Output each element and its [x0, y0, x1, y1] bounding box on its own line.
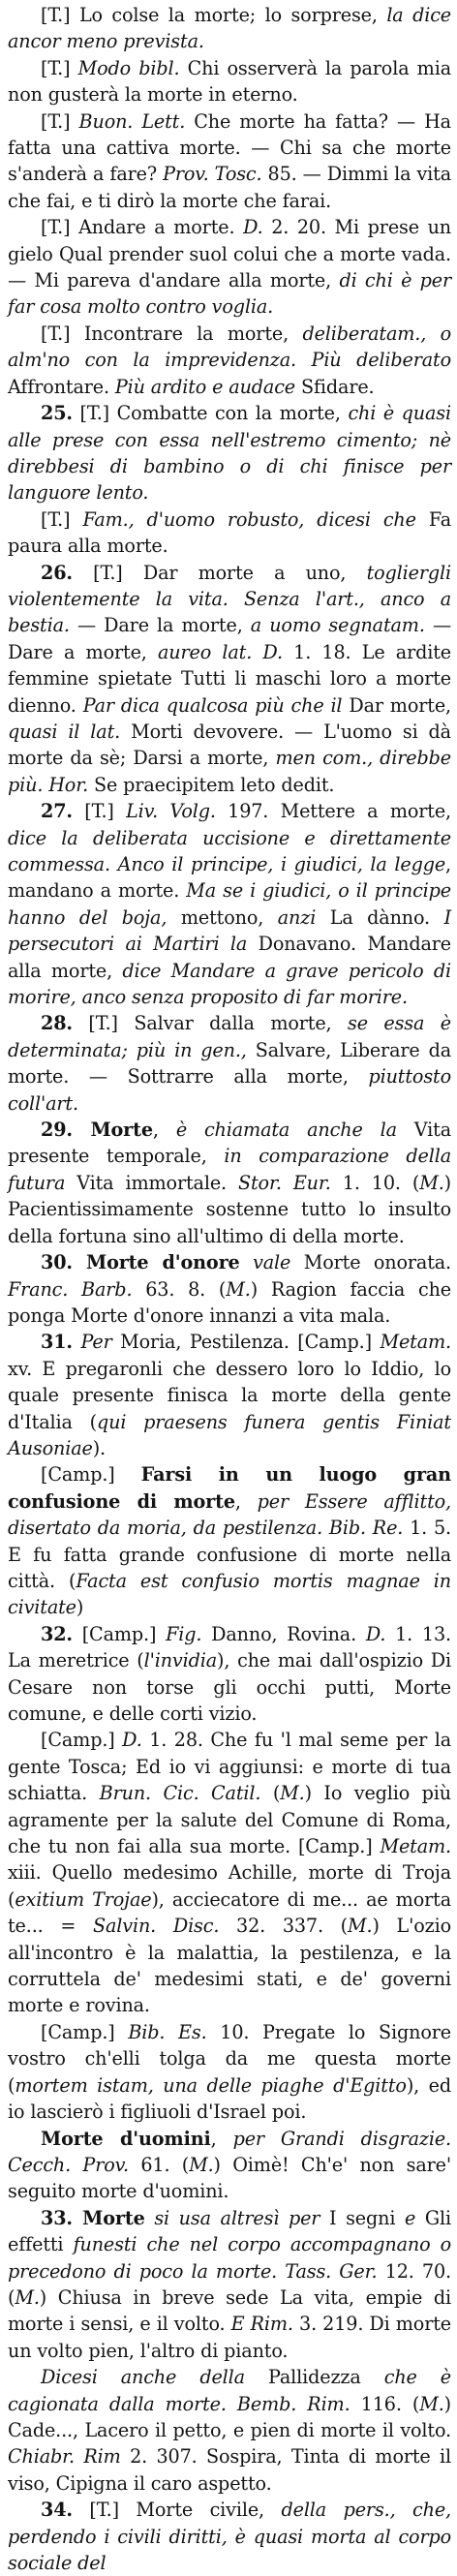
text-segment: 26. [41, 561, 73, 584]
text-segment: si usa altresì per [144, 2206, 320, 2229]
text-segment: E Rim. [230, 2313, 293, 2336]
text-segment: T. [95, 1012, 111, 1035]
text-segment: 33. Morte [41, 2206, 145, 2229]
text-segment: [Camp.] [41, 1463, 141, 1487]
text-segment: Metam. [380, 1331, 451, 1354]
text-segment: Pallidezza [244, 2366, 384, 2389]
text-segment: Dar morte, [342, 693, 451, 717]
text-segment: ] Morte civile, [111, 2499, 282, 2522]
text-segment: Metam. [380, 1835, 451, 1858]
dictionary-paragraph [8, 2, 451, 55]
text-segment: 61. ( [128, 2153, 190, 2176]
dictionary-paragraph [8, 1117, 451, 1249]
text-segment: 1. 13. La meretrice ( [8, 1622, 451, 1672]
text-segment: dice Mandare a grave pericolo di morire, anco senza proposito di far morire. [8, 959, 451, 1009]
text-segment: M. [348, 1915, 373, 1938]
text-segment: 10. Pregate lo Signore vostro ch'elli tolga da me questa morte ( [8, 2020, 451, 2097]
text-segment: xv. E pregaronli che dessero loro lo Iddio, lo quale presente finisca la morte della gente d'Italia ( [8, 1357, 451, 1433]
text-segment: Vita presente temporale, [8, 1119, 451, 1168]
text-segment: ] [107, 800, 127, 823]
dictionary-paragraph [8, 798, 451, 1010]
text-segment: [ [41, 322, 48, 345]
text-segment: ] Dar morte a uno, [115, 561, 367, 584]
text-segment: M. [226, 1277, 251, 1301]
text-segment: ) Oimè! Ch'e' non sare' seguito morte d'uomini. [8, 2153, 451, 2203]
text-segment: ) L'ozio all'incontro è la malattia, la pestilenza, e la corruttela de' medesimi stati, e de' governi morte e rovina. [8, 1915, 451, 2017]
text-segment: 1. 18. Le ardite femmine spietate Tutti li maschi loro a morte dienno. [8, 640, 451, 717]
text-segment: Gli effetti [8, 2206, 452, 2256]
text-segment: ] [63, 109, 79, 133]
text-segment: ] Lo colse la morte; lo sorprese, [63, 4, 387, 26]
text-segment: 2. 307. Sospira, Tinta di morte il viso, Cipigna il caro aspetto. [8, 2445, 451, 2495]
text-segment: [ [72, 800, 92, 823]
text-segment: , [234, 1489, 258, 1513]
dictionary-paragraph [8, 108, 451, 215]
text-segment: 3. 219. Di morte un volto pien, l'altro di pianto. [8, 2313, 451, 2362]
text-segment: l'invidia [143, 1649, 218, 1672]
text-segment: 29. Morte [41, 1119, 153, 1142]
text-segment: 32. [41, 1622, 73, 1645]
text-segment: di chi è per far cosa molto contro voglia. [8, 269, 452, 319]
dictionary-paragraph [8, 2205, 451, 2364]
text-segment: [Camp.] [41, 1729, 123, 1752]
text-segment: mettono, [167, 905, 278, 929]
text-segment: piuttosto coll'art. [8, 1065, 451, 1115]
text-segment: ), ed io lascierò i figliuoli d'Israel poi. [8, 2073, 451, 2124]
text-segment: Morte onorata. [290, 1251, 451, 1274]
text-segment: Fa paura alla morte. [8, 507, 451, 558]
text-segment: ] Salvar dalla morte, [110, 1012, 348, 1035]
text-segment: T. [47, 507, 64, 531]
text-segment: Bib. Es. [128, 2020, 207, 2043]
text-segment: D. [365, 1622, 386, 1645]
text-segment: Chi osserverà la parola mia non gusterà la morte in eterno. [8, 56, 451, 107]
text-segment: ), acciecatore di me... ae morta te... = [8, 1887, 451, 1938]
text-segment: Danno, Rovina. [201, 1622, 366, 1645]
text-segment: della pers., che, perdendo i civili diritti, è quasi morta al corpo sociale del [8, 2499, 451, 2574]
text-segment: deliberatam., o alm'no con la imprevidenza. Più deliberato [8, 322, 451, 372]
text-segment: chi è quasi alle prese con essa nell'estremo cimento; nè direbbesi di bambino o di chi finisce per languore lento. [8, 402, 451, 505]
text-segment: [ [41, 56, 48, 79]
dictionary-paragraph [8, 1249, 451, 1329]
dictionary-paragraph [8, 2497, 451, 2576]
text-segment: Par dica qualcosa più che il [82, 693, 343, 717]
text-segment: T. [100, 561, 116, 584]
text-segment: M. [15, 2285, 40, 2309]
text-segment: — Dare la morte, [69, 614, 251, 637]
text-segment: ] Incontrare la morte, [63, 322, 303, 345]
text-segment: I segni [320, 2206, 405, 2229]
dictionary-paragraph [8, 214, 451, 321]
text-segment: ] [63, 56, 78, 79]
text-segment: Franc. Barb. [8, 1277, 133, 1301]
text-segment: T. [47, 4, 64, 26]
text-segment: Salvare, Liberare da morte. — Sottrarre alla morte, [8, 1038, 451, 1089]
text-segment: qui praesens funera gentis Finiat Ausoniae [8, 1410, 451, 1459]
text-segment: [ [72, 2499, 97, 2522]
text-segment: 116. ( [350, 2392, 420, 2415]
dictionary-paragraph [8, 1727, 451, 2018]
text-segment: Prov. Tosc. [163, 163, 262, 186]
text-segment: [Camp.] [72, 1622, 167, 1645]
text-segment: e [404, 2206, 416, 2229]
dictionary-paragraph [8, 1329, 451, 1461]
text-segment: Buon. Lett. [78, 109, 186, 133]
text-segment: xiii. Quello medesimo Achille, morte di Troja ( [8, 1861, 451, 1911]
text-segment: Per [72, 1331, 112, 1354]
text-segment: [Camp.] [41, 2020, 129, 2043]
text-segment: T. [86, 402, 103, 425]
text-segment: Facta est confusio mortis magnae in civitate [8, 1569, 451, 1619]
text-segment: Moria, Pestilenza. [Camp.] [111, 1331, 381, 1354]
text-segment: Morti devovere. — L'uomo si dà morte da sè; Darsi a morte, [8, 720, 451, 770]
dictionary-paragraph [8, 2364, 451, 2497]
text-segment: [ [41, 216, 48, 239]
text-segment: a uomo segnatam. [250, 614, 425, 637]
text-segment: è chiamata anche la [175, 1119, 397, 1142]
text-segment: 27. [41, 800, 73, 823]
text-segment: , [210, 2127, 233, 2150]
text-segment: Chiabr. Rim [8, 2445, 121, 2469]
text-segment: La dànno. [316, 905, 444, 929]
dictionary-paragraph [8, 1621, 451, 1728]
text-segment: ) [76, 1596, 84, 1619]
text-segment: 12. 70. ( [8, 2259, 451, 2309]
text-segment: funesti che nel corpo accompagnano o precedono di poco la morte. Tass. Ger. [8, 2233, 452, 2283]
text-segment: per Essere afflitto, disertato da moria, da pestilenza. Bib. Re. [8, 1489, 451, 1540]
text-segment: D. [243, 216, 263, 239]
text-segment: Stor. Eur. [237, 1171, 331, 1194]
text-segment: ), che mai dall'ospizio Di Cesare non torse gli occhi putti, Morte comune, e delle corti vizio. [8, 1649, 452, 1725]
text-segment: Affrontare. [8, 375, 115, 398]
text-segment: 30. Morte d'onore [41, 1251, 240, 1274]
text-segment: Più ardito e audace [114, 375, 296, 398]
text-segment: Fig. [166, 1622, 202, 1645]
text-segment: 2. 20. Mi prese un gielo Qual prender suol colui che a morte vada. — Mi pareva d'andare alla morte, [8, 216, 451, 292]
text-segment: ] Andare a morte. [63, 216, 244, 239]
text-segment: Liv. Volg. [126, 800, 216, 823]
text-segment: exitium Trojae [15, 1887, 152, 1911]
text-segment: , [152, 1119, 176, 1142]
text-segment: ) Io veglio più agramente per la salute del Comune di Roma, che tu non fai alla sua morte. [Camp.] [8, 1782, 451, 1858]
text-segment: 25. [41, 402, 73, 425]
text-segment: M. [280, 1782, 305, 1805]
text-segment: men com., direbbe più. Hor. [8, 747, 451, 796]
text-segment: Morte d'uomini [41, 2127, 211, 2150]
text-segment: 1. 28. Che fu 'l mal seme per la gente Tosca; Ed io vi aggiunsi: e morte di tua schiatta. [8, 1729, 451, 1805]
dictionary-paragraph [8, 2126, 451, 2205]
text-segment: [ [72, 1012, 96, 1035]
dictionary-paragraph [8, 2019, 451, 2126]
text-segment: 85. — Dimmi la vita che fai, e ti dirò la morte che farai. [8, 163, 452, 212]
text-segment: Se praecipitem leto dedit. [88, 773, 335, 796]
text-segment: ] Combatte con la morte, [102, 402, 349, 425]
text-segment: 1. 10. ( [330, 1171, 420, 1194]
text-segment: che è cagionata dalla morte. Bemb. Rim. [8, 2366, 452, 2415]
text-segment: per Grandi disgrazie. Cecch. Prov. [8, 2127, 452, 2176]
text-segment: T. [47, 216, 64, 239]
text-segment: T. [47, 109, 64, 133]
text-segment: mortem istam, una delle piaghe d'Egitto [15, 2073, 407, 2097]
text-segment: ) Chiusa in breve sede La vita, empie di morte i sensi, e il volto. [8, 2285, 451, 2336]
text-segment: anzi [277, 905, 317, 929]
text-segment: aureo lat. D. [157, 640, 283, 663]
text-segment: Dicesi anche della [41, 2366, 245, 2389]
text-segment: , mandano a morte. [8, 853, 451, 903]
text-segment: se essa è determinata; più in gen., [8, 1012, 451, 1061]
text-segment: Donavano. Mandare alla morte, [8, 933, 452, 982]
text-segment: — Dare a morte, [8, 614, 451, 663]
text-segment: D. [122, 1729, 142, 1752]
text-segment: M. [419, 2392, 444, 2415]
text-segment: 28. [41, 1012, 73, 1035]
text-segment: Fam., d'uomo robusto, dicesi che [82, 507, 416, 531]
text-segment: 34. [41, 2499, 73, 2522]
dictionary-paragraph [8, 55, 451, 108]
text-segment: togliergli violentemente la vita. Senza l'art., anco a bestia. [8, 561, 451, 637]
text-segment: M. [419, 1171, 444, 1194]
dictionary-paragraph [8, 400, 451, 506]
text-segment: Farsi in un luogo gran confusione di morte [8, 1463, 451, 1513]
text-segment: 1. 5. E fu fatta grande confusione di morte nella città. ( [8, 1517, 451, 1592]
text-segment: I persecutori ai Martiri la [8, 905, 451, 956]
text-segment: [ [72, 402, 87, 425]
text-segment: 31. [41, 1331, 73, 1354]
text-segment: [ [72, 561, 101, 584]
text-segment: Sfidare. [295, 375, 375, 398]
text-segment: 197. Mettere a morte, [215, 800, 451, 823]
text-segment: ] [63, 507, 83, 531]
text-segment: la dice ancor meno prevista. [8, 4, 451, 53]
text-segment: T. [47, 322, 64, 345]
text-segment: Salvin. Disc. [93, 1915, 220, 1938]
text-segment: [ [41, 507, 48, 531]
text-segment: quasi il lat. [8, 720, 121, 743]
text-segment: 63. 8. ( [132, 1277, 227, 1301]
text-segment: 32. 337. ( [219, 1915, 348, 1938]
dictionary-paragraph [8, 1461, 451, 1620]
dictionary-paragraph [8, 560, 451, 799]
text-segment: T. [96, 2499, 112, 2522]
text-segment: ). [92, 1436, 106, 1459]
text-segment: vale [239, 1251, 291, 1274]
text-segment: [ [41, 109, 48, 133]
text-segment: T. [91, 800, 107, 823]
dictionary-paragraph [8, 1010, 451, 1117]
text-segment: Brun. Cic. Catil. [99, 1782, 261, 1805]
text-segment: ) Ragion faccia che ponga Morte d'onore innanzi a vita mala. [8, 1277, 451, 1327]
text-segment: Che morte ha fatta? — Ha fatta una cattiva morte. — Chi sa che morte s'anderà a fare? [8, 109, 451, 186]
text-segment: Modo bibl. [77, 56, 180, 79]
text-segment: [ [41, 4, 48, 26]
text-segment: ) Cade..., Lacero il petto, e pien di morte il volto. [8, 2392, 452, 2441]
text-segment: ) Pacientissimamente sostenne tutto lo insulto della fortuna sino all'ultimo di della morte. [8, 1171, 451, 1247]
text-segment: T. [47, 56, 64, 79]
dictionary-paragraph [8, 321, 451, 400]
text-segment: M. [189, 2153, 214, 2176]
text-segment: dice la deliberata uccisione e direttamente commessa. Anco il principe, i giudici, la legge [8, 826, 451, 875]
text-segment: ( [260, 1782, 281, 1805]
dictionary-paragraph [8, 506, 451, 560]
text-segment: Vita immortale. [65, 1171, 238, 1194]
text-segment: in comparazione della futura [8, 1145, 452, 1194]
text-segment: Ma se i giudici, o il principe hanno del boja, [8, 879, 451, 929]
